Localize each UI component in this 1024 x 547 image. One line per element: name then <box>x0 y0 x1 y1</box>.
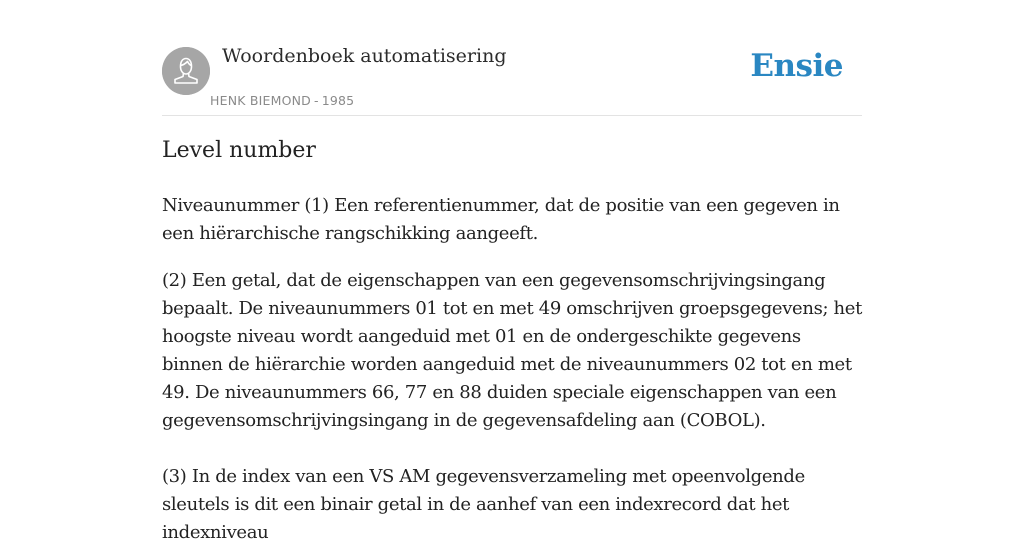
ensie-logo[interactable]: Ensie <box>750 48 843 84</box>
entry-title: Level number <box>162 138 316 163</box>
definition-paragraph: (3) In de index van een VS AM gegevensverzameling met opeenvolgende sleutels is dit een binair getal in de aanhef van een indexrecord dat het indexniveau <box>162 466 805 543</box>
author-line <box>210 93 354 108</box>
user-silhouette-icon[interactable] <box>162 47 210 95</box>
page-container <box>162 0 862 543</box>
publication-year: 1985 <box>321 93 355 108</box>
book-title[interactable]: Woordenboek automatisering <box>222 45 507 67</box>
book-header <box>162 0 862 116</box>
definition-paragraph: (2) Een getal, dat de eigenschappen van een gegevensomschrijvingsingang bepaalt. De niveaunummers 01 tot en met 49 omschrijven groepsgegevens; het hoogste niveau wordt aangeduid met 01 en de ondergeschikte gegevens binnen de hiërarchie worden aangeduid met de niveaunummers 02 tot en met 49. De niveaunummers 66, 77 en 88 duiden speciale eigenschappen van een gegevensomschrijvingsingang in de gegevensafdeling aan (COBOL). <box>162 270 862 431</box>
avatar-graphic <box>162 47 210 95</box>
author-name[interactable]: HENK BIEMOND <box>210 93 311 108</box>
definition-paragraph: Niveaunummer (1) Een referentienummer, dat de positie van een gegeven in een hiërarchische rangschikking aangeeft. <box>162 195 840 244</box>
author-year-separator: - <box>313 93 319 108</box>
